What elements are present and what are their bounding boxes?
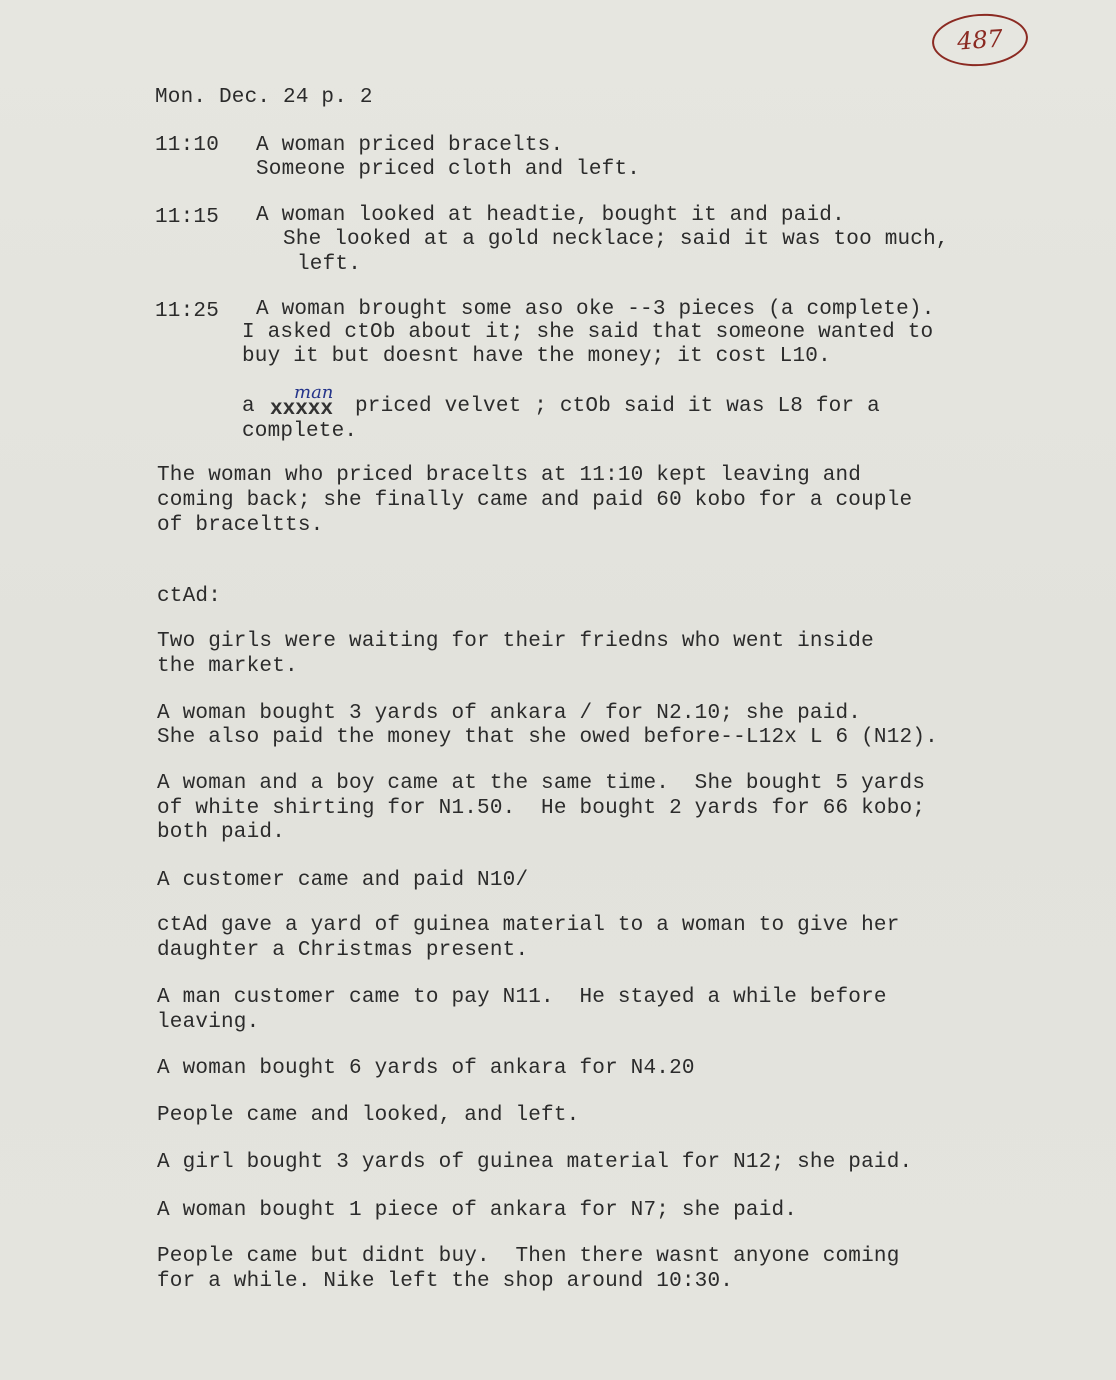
entry-time: 11:10 [155,134,220,157]
entry-time: 11:15 [155,206,220,229]
entry-line: A woman brought some aso oke --3 pieces (a complete). [256,298,935,321]
page-number: 487 [956,24,1004,56]
velvet-line: complete. [242,420,358,443]
paragraph-line: People came but didnt buy. Then there wasnt anyone coming [157,1245,900,1268]
paragraph-line: A girl bought 3 yards of guinea material for N12; she paid. [157,1151,913,1174]
section-heading: ctAd: [157,585,222,608]
paragraph-line: ctAd gave a yard of guinea material to a woman to give her [157,914,900,937]
paragraph-line: People came and looked, and left. [157,1104,580,1127]
page-header: Mon. Dec. 24 p. 2 [155,86,373,109]
paragraph-line: A woman bought 3 yards of ankara / for N2.10; she paid. [157,702,862,725]
paragraph-line: The woman who priced bracelts at 11:10 kept leaving and [157,464,862,487]
paragraph-line: A woman bought 1 piece of ankara for N7; she paid. [157,1199,798,1222]
velvet-prefix: a [242,395,255,418]
paragraph-line: A customer came and paid N10/ [157,869,529,892]
paragraph-line: coming back; she finally came and paid 60 kobo for a couple [157,489,913,512]
entry-line: buy it but doesnt have the money; it cost L10. [242,345,831,368]
entry-line: She looked at a gold necklace; said it was too much, [283,228,949,251]
page-number-stamp [930,11,1029,70]
paragraph-line: Two girls were waiting for their friedns who went inside [157,630,874,653]
paragraph-line: for a while. Nike left the shop around 10:30. [157,1270,734,1293]
velvet-line: priced velvet ; ctOb said it was L8 for a [355,395,880,418]
paragraph-line: leaving. [157,1011,260,1034]
entry-line: A woman looked at headtie, bought it and paid. [256,204,845,227]
paragraph-line: A woman bought 6 yards of ankara for N4.20 [157,1057,695,1080]
paragraph-line: daughter a Christmas present. [157,939,529,962]
entry-line: I asked ctOb about it; she said that someone wanted to [242,321,934,344]
entry-line: left. [297,253,362,276]
paragraph-line: A man customer came to pay N11. He stayed a while before [157,986,887,1009]
entry-time: 11:25 [155,300,220,323]
handwritten-correction: man [294,382,334,403]
paragraph-line: of white shirting for N1.50. He bought 2 yards for 66 kobo; [157,797,926,820]
paragraph-line: She also paid the money that she owed before--L12x L 6 (N12). [157,726,938,749]
paragraph-line: the market. [157,655,298,678]
struck-word: xxxxx [270,398,334,421]
entry-line: A woman priced bracelts. [256,134,564,157]
entry-line: Someone priced cloth and left. [256,158,641,181]
paragraph-line: both paid. [157,821,286,844]
paragraph-line: A woman and a boy came at the same time. She bought 5 yards [157,772,926,795]
paragraph-line: of braceltts. [157,514,324,537]
